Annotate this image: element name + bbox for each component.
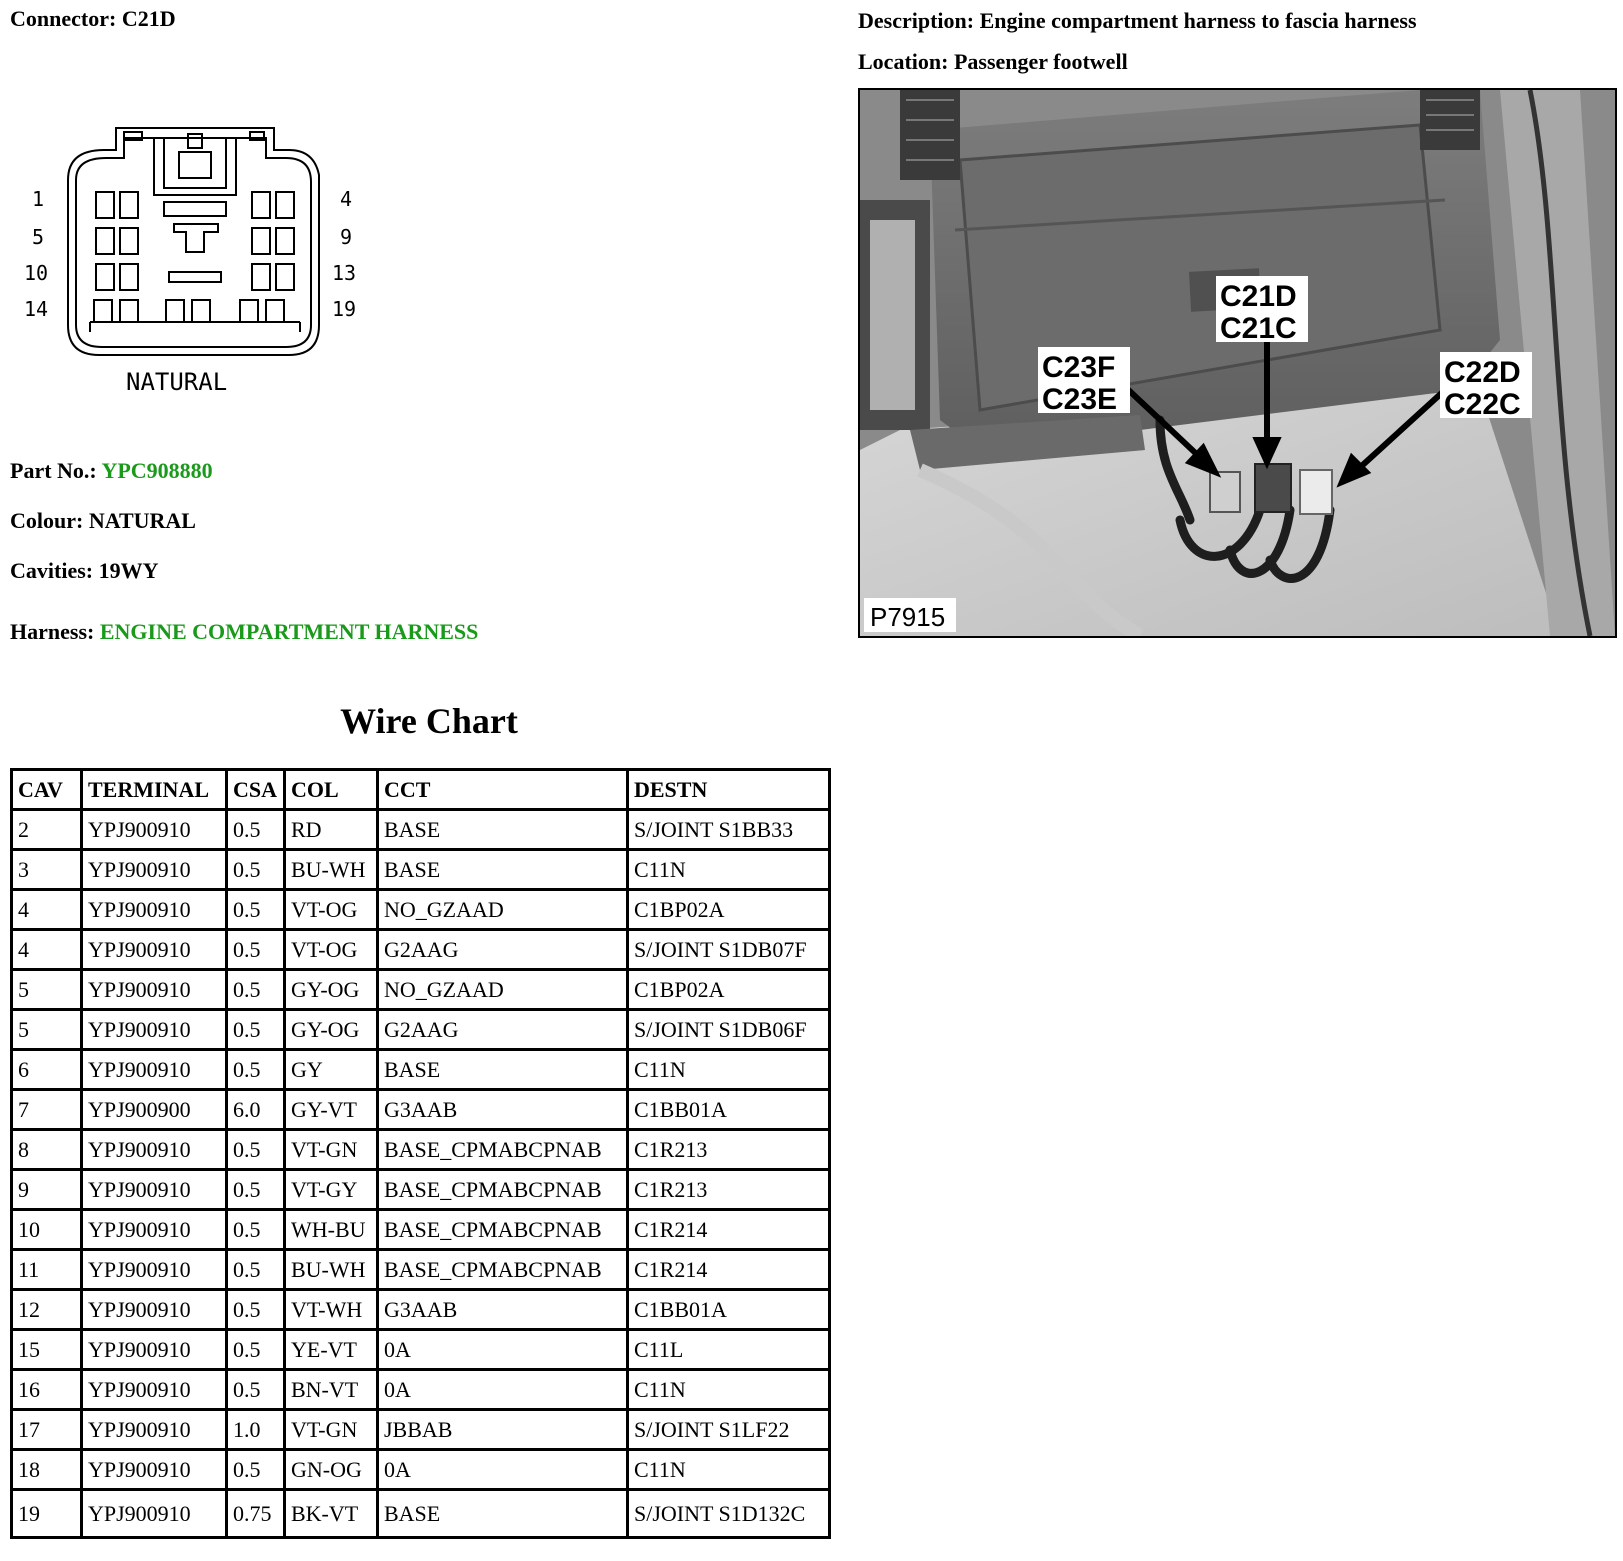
- cell-col: VT-GN: [286, 1131, 376, 1168]
- cell-cav: 8: [13, 1131, 80, 1168]
- cell-col: VT-WH: [286, 1291, 376, 1328]
- cell-destn: C1R213: [629, 1131, 828, 1168]
- cell-cct: BASE: [379, 811, 626, 848]
- header-cav: CAV: [13, 771, 80, 808]
- cell-cct: 0A: [379, 1451, 626, 1488]
- cell-cct: BASE: [379, 1491, 626, 1536]
- cell-col: RD: [286, 811, 376, 848]
- table-row: [13, 1491, 828, 1536]
- cell-col: GY: [286, 1051, 376, 1088]
- cell-csa: 0.5: [228, 1011, 283, 1048]
- cell-csa: 0.5: [228, 1451, 283, 1488]
- cell-cav: 16: [13, 1371, 80, 1408]
- cell-terminal: YPJ900910: [83, 1331, 225, 1368]
- table-row: [13, 931, 828, 968]
- header-terminal: TERMINAL: [83, 771, 225, 808]
- cell-destn: C1R213: [629, 1171, 828, 1208]
- cell-cct: BASE_CPMABCPNAB: [379, 1171, 626, 1208]
- harness-line: [10, 619, 478, 645]
- cell-cav: 11: [13, 1251, 80, 1288]
- cell-cct: NO_GZAAD: [379, 891, 626, 928]
- figure-id: P7915: [870, 602, 946, 632]
- header-destn: DESTN: [629, 771, 828, 808]
- cell-col: GY-OG: [286, 971, 376, 1008]
- cell-destn: C11N: [629, 1051, 828, 1088]
- cell-col: VT-OG: [286, 891, 376, 928]
- cavities-line: [10, 558, 158, 584]
- cell-col: VT-GY: [286, 1171, 376, 1208]
- cell-terminal: YPJ900910: [83, 1011, 225, 1048]
- cell-csa: 0.5: [228, 1331, 283, 1368]
- table-row: [13, 1211, 828, 1248]
- cell-cct: BASE: [379, 1051, 626, 1088]
- cell-cav: 17: [13, 1411, 80, 1448]
- header-col: COL: [286, 771, 376, 808]
- cell-col: WH-BU: [286, 1211, 376, 1248]
- pin-label-1: 1: [32, 187, 45, 211]
- table-row: [13, 1371, 828, 1408]
- cell-terminal: YPJ900910: [83, 1051, 225, 1088]
- cell-destn: C1R214: [629, 1211, 828, 1248]
- table-row: [13, 1051, 828, 1088]
- cell-terminal: YPJ900910: [83, 971, 225, 1008]
- table-row: [13, 1131, 828, 1168]
- cell-terminal: YPJ900910: [83, 1251, 225, 1288]
- cell-destn: C1BP02A: [629, 971, 828, 1008]
- cell-destn: C11L: [629, 1331, 828, 1368]
- pin-label-10: 10: [24, 261, 49, 285]
- table-row: [13, 851, 828, 888]
- part-no-label: Part No.:: [10, 458, 97, 483]
- cell-col: VT-GN: [286, 1411, 376, 1448]
- cell-terminal: YPJ900910: [83, 1451, 225, 1488]
- connector-line: [10, 6, 176, 32]
- cell-cav: 19: [13, 1491, 80, 1536]
- location-value: Passenger footwell: [953, 49, 1128, 74]
- cell-cav: 4: [13, 891, 80, 928]
- colour-caption: NATURAL: [126, 368, 228, 396]
- table-row: [13, 1171, 828, 1208]
- wire-chart-table: [10, 768, 831, 1539]
- table-row: [13, 891, 828, 928]
- cell-terminal: YPJ900910: [83, 811, 225, 848]
- cavities-value: 19WY: [98, 558, 159, 583]
- cell-terminal: YPJ900910: [83, 1291, 225, 1328]
- location-line: [858, 49, 1128, 75]
- colour-label: Colour:: [10, 508, 84, 533]
- cell-col: BK-VT: [286, 1491, 376, 1536]
- cell-csa: 0.5: [228, 1171, 283, 1208]
- connector-value: C21D: [121, 6, 176, 31]
- cell-csa: 6.0: [228, 1091, 283, 1128]
- cell-cct: BASE_CPMABCPNAB: [379, 1131, 626, 1168]
- cell-terminal: YPJ900910: [83, 1491, 225, 1536]
- table-row: [13, 1411, 828, 1448]
- cell-col: BU-WH: [286, 851, 376, 888]
- cell-cct: G3AAB: [379, 1091, 626, 1128]
- cell-cct: NO_GZAAD: [379, 971, 626, 1008]
- harness-label: Harness:: [10, 619, 95, 644]
- header-csa: CSA: [228, 771, 283, 808]
- cell-destn: C1BB01A: [629, 1091, 828, 1128]
- cell-terminal: YPJ900910: [83, 1211, 225, 1248]
- callout-c22d: C22D: [1444, 356, 1521, 389]
- cell-cav: 5: [13, 1011, 80, 1048]
- cell-cav: 2: [13, 811, 80, 848]
- table-row: [13, 1011, 828, 1048]
- callout-c21c: C21C: [1220, 312, 1297, 345]
- cell-terminal: YPJ900910: [83, 891, 225, 928]
- cell-cct: 0A: [379, 1371, 626, 1408]
- cell-col: BU-WH: [286, 1251, 376, 1288]
- description-value: Engine compartment harness to fascia harness: [979, 8, 1417, 33]
- cell-col: BN-VT: [286, 1371, 376, 1408]
- cell-csa: 0.5: [228, 971, 283, 1008]
- table-header-row: [13, 771, 828, 808]
- cell-cav: 4: [13, 931, 80, 968]
- connector-label: Connector:: [10, 6, 117, 31]
- cell-csa: 0.5: [228, 811, 283, 848]
- cell-destn: C11N: [629, 851, 828, 888]
- location-label: Location:: [858, 49, 949, 74]
- wire-chart-title: Wire Chart: [340, 701, 518, 741]
- cell-csa: 0.5: [228, 1211, 283, 1248]
- pin-label-14: 14: [24, 297, 49, 321]
- pin-label-5: 5: [32, 225, 45, 249]
- colour-value: NATURAL: [88, 508, 196, 533]
- table-row: [13, 1251, 828, 1288]
- description-label: Description:: [858, 8, 975, 33]
- cell-cct: G2AAG: [379, 1011, 626, 1048]
- cell-cct: 0A: [379, 1331, 626, 1368]
- connector-face-drawing: [14, 110, 394, 410]
- cell-cav: 10: [13, 1211, 80, 1248]
- cell-cav: 12: [13, 1291, 80, 1328]
- cell-csa: 0.5: [228, 1131, 283, 1168]
- cell-cav: 3: [13, 851, 80, 888]
- cell-cct: JBBAB: [379, 1411, 626, 1448]
- cell-terminal: YPJ900910: [83, 851, 225, 888]
- wire-chart-body: [13, 811, 828, 1536]
- cell-csa: 0.5: [228, 1291, 283, 1328]
- callout-c21d: C21D: [1220, 280, 1297, 313]
- cell-col: VT-OG: [286, 931, 376, 968]
- cell-cav: 9: [13, 1171, 80, 1208]
- cell-terminal: YPJ900910: [83, 931, 225, 968]
- part-no-link[interactable]: YPC908880: [101, 458, 213, 483]
- cell-col: GY-VT: [286, 1091, 376, 1128]
- harness-link[interactable]: ENGINE COMPARTMENT HARNESS: [99, 619, 479, 644]
- cell-destn: S/JOINT S1DB06F: [629, 1011, 828, 1048]
- pin-label-13: 13: [332, 261, 357, 285]
- cell-terminal: YPJ900910: [83, 1371, 225, 1408]
- cell-destn: S/JOINT S1DB07F: [629, 931, 828, 968]
- cell-cav: 7: [13, 1091, 80, 1128]
- cell-cct: G2AAG: [379, 931, 626, 968]
- cell-col: YE-VT: [286, 1331, 376, 1368]
- colour-line: [10, 508, 196, 534]
- cell-cav: 18: [13, 1451, 80, 1488]
- table-row: [13, 1291, 828, 1328]
- cell-cct: BASE: [379, 851, 626, 888]
- cell-terminal: YPJ900900: [83, 1091, 225, 1128]
- location-photo: [858, 88, 1617, 638]
- callout-c23f: C23F: [1042, 351, 1116, 384]
- callout-c23e: C23E: [1042, 383, 1118, 416]
- cell-destn: C1BP02A: [629, 891, 828, 928]
- cell-csa: 1.0: [228, 1411, 283, 1448]
- cell-destn: S/JOINT S1BB33: [629, 811, 828, 848]
- cell-destn: S/JOINT S1D132C: [629, 1491, 828, 1536]
- pin-label-19: 19: [332, 297, 357, 321]
- cell-csa: 0.5: [228, 1371, 283, 1408]
- pin-label-9: 9: [340, 225, 353, 249]
- cell-csa: 0.75: [228, 1491, 283, 1536]
- cell-destn: S/JOINT S1LF22: [629, 1411, 828, 1448]
- cell-csa: 0.5: [228, 931, 283, 968]
- part-no-line: [10, 458, 213, 484]
- cell-col: GN-OG: [286, 1451, 376, 1488]
- cell-destn: C1R214: [629, 1251, 828, 1288]
- cell-terminal: YPJ900910: [83, 1411, 225, 1448]
- cell-destn: C1BB01A: [629, 1291, 828, 1328]
- cell-terminal: YPJ900910: [83, 1171, 225, 1208]
- cell-cav: 15: [13, 1331, 80, 1368]
- cavities-label: Cavities:: [10, 558, 94, 583]
- cell-cct: BASE_CPMABCPNAB: [379, 1211, 626, 1248]
- table-row: [13, 971, 828, 1008]
- table-row: [13, 1331, 828, 1368]
- table-row: [13, 1451, 828, 1488]
- cell-col: GY-OG: [286, 1011, 376, 1048]
- location-photo-illustration: [860, 90, 1615, 636]
- cell-cav: 5: [13, 971, 80, 1008]
- cell-csa: 0.5: [228, 851, 283, 888]
- table-row: [13, 811, 828, 848]
- cell-destn: C11N: [629, 1371, 828, 1408]
- cell-csa: 0.5: [228, 1051, 283, 1088]
- cell-terminal: YPJ900910: [83, 1131, 225, 1168]
- callout-c22c: C22C: [1444, 388, 1521, 421]
- connector-pinout-diagram: [14, 110, 394, 410]
- cell-cav: 6: [13, 1051, 80, 1088]
- cell-cct: BASE_CPMABCPNAB: [379, 1251, 626, 1288]
- header-cct: CCT: [379, 771, 626, 808]
- cell-cct: G3AAB: [379, 1291, 626, 1328]
- pin-label-4: 4: [340, 187, 353, 211]
- description-line: [858, 8, 1417, 34]
- table-row: [13, 1091, 828, 1128]
- cell-csa: 0.5: [228, 891, 283, 928]
- cell-destn: C11N: [629, 1451, 828, 1488]
- cell-csa: 0.5: [228, 1251, 283, 1288]
